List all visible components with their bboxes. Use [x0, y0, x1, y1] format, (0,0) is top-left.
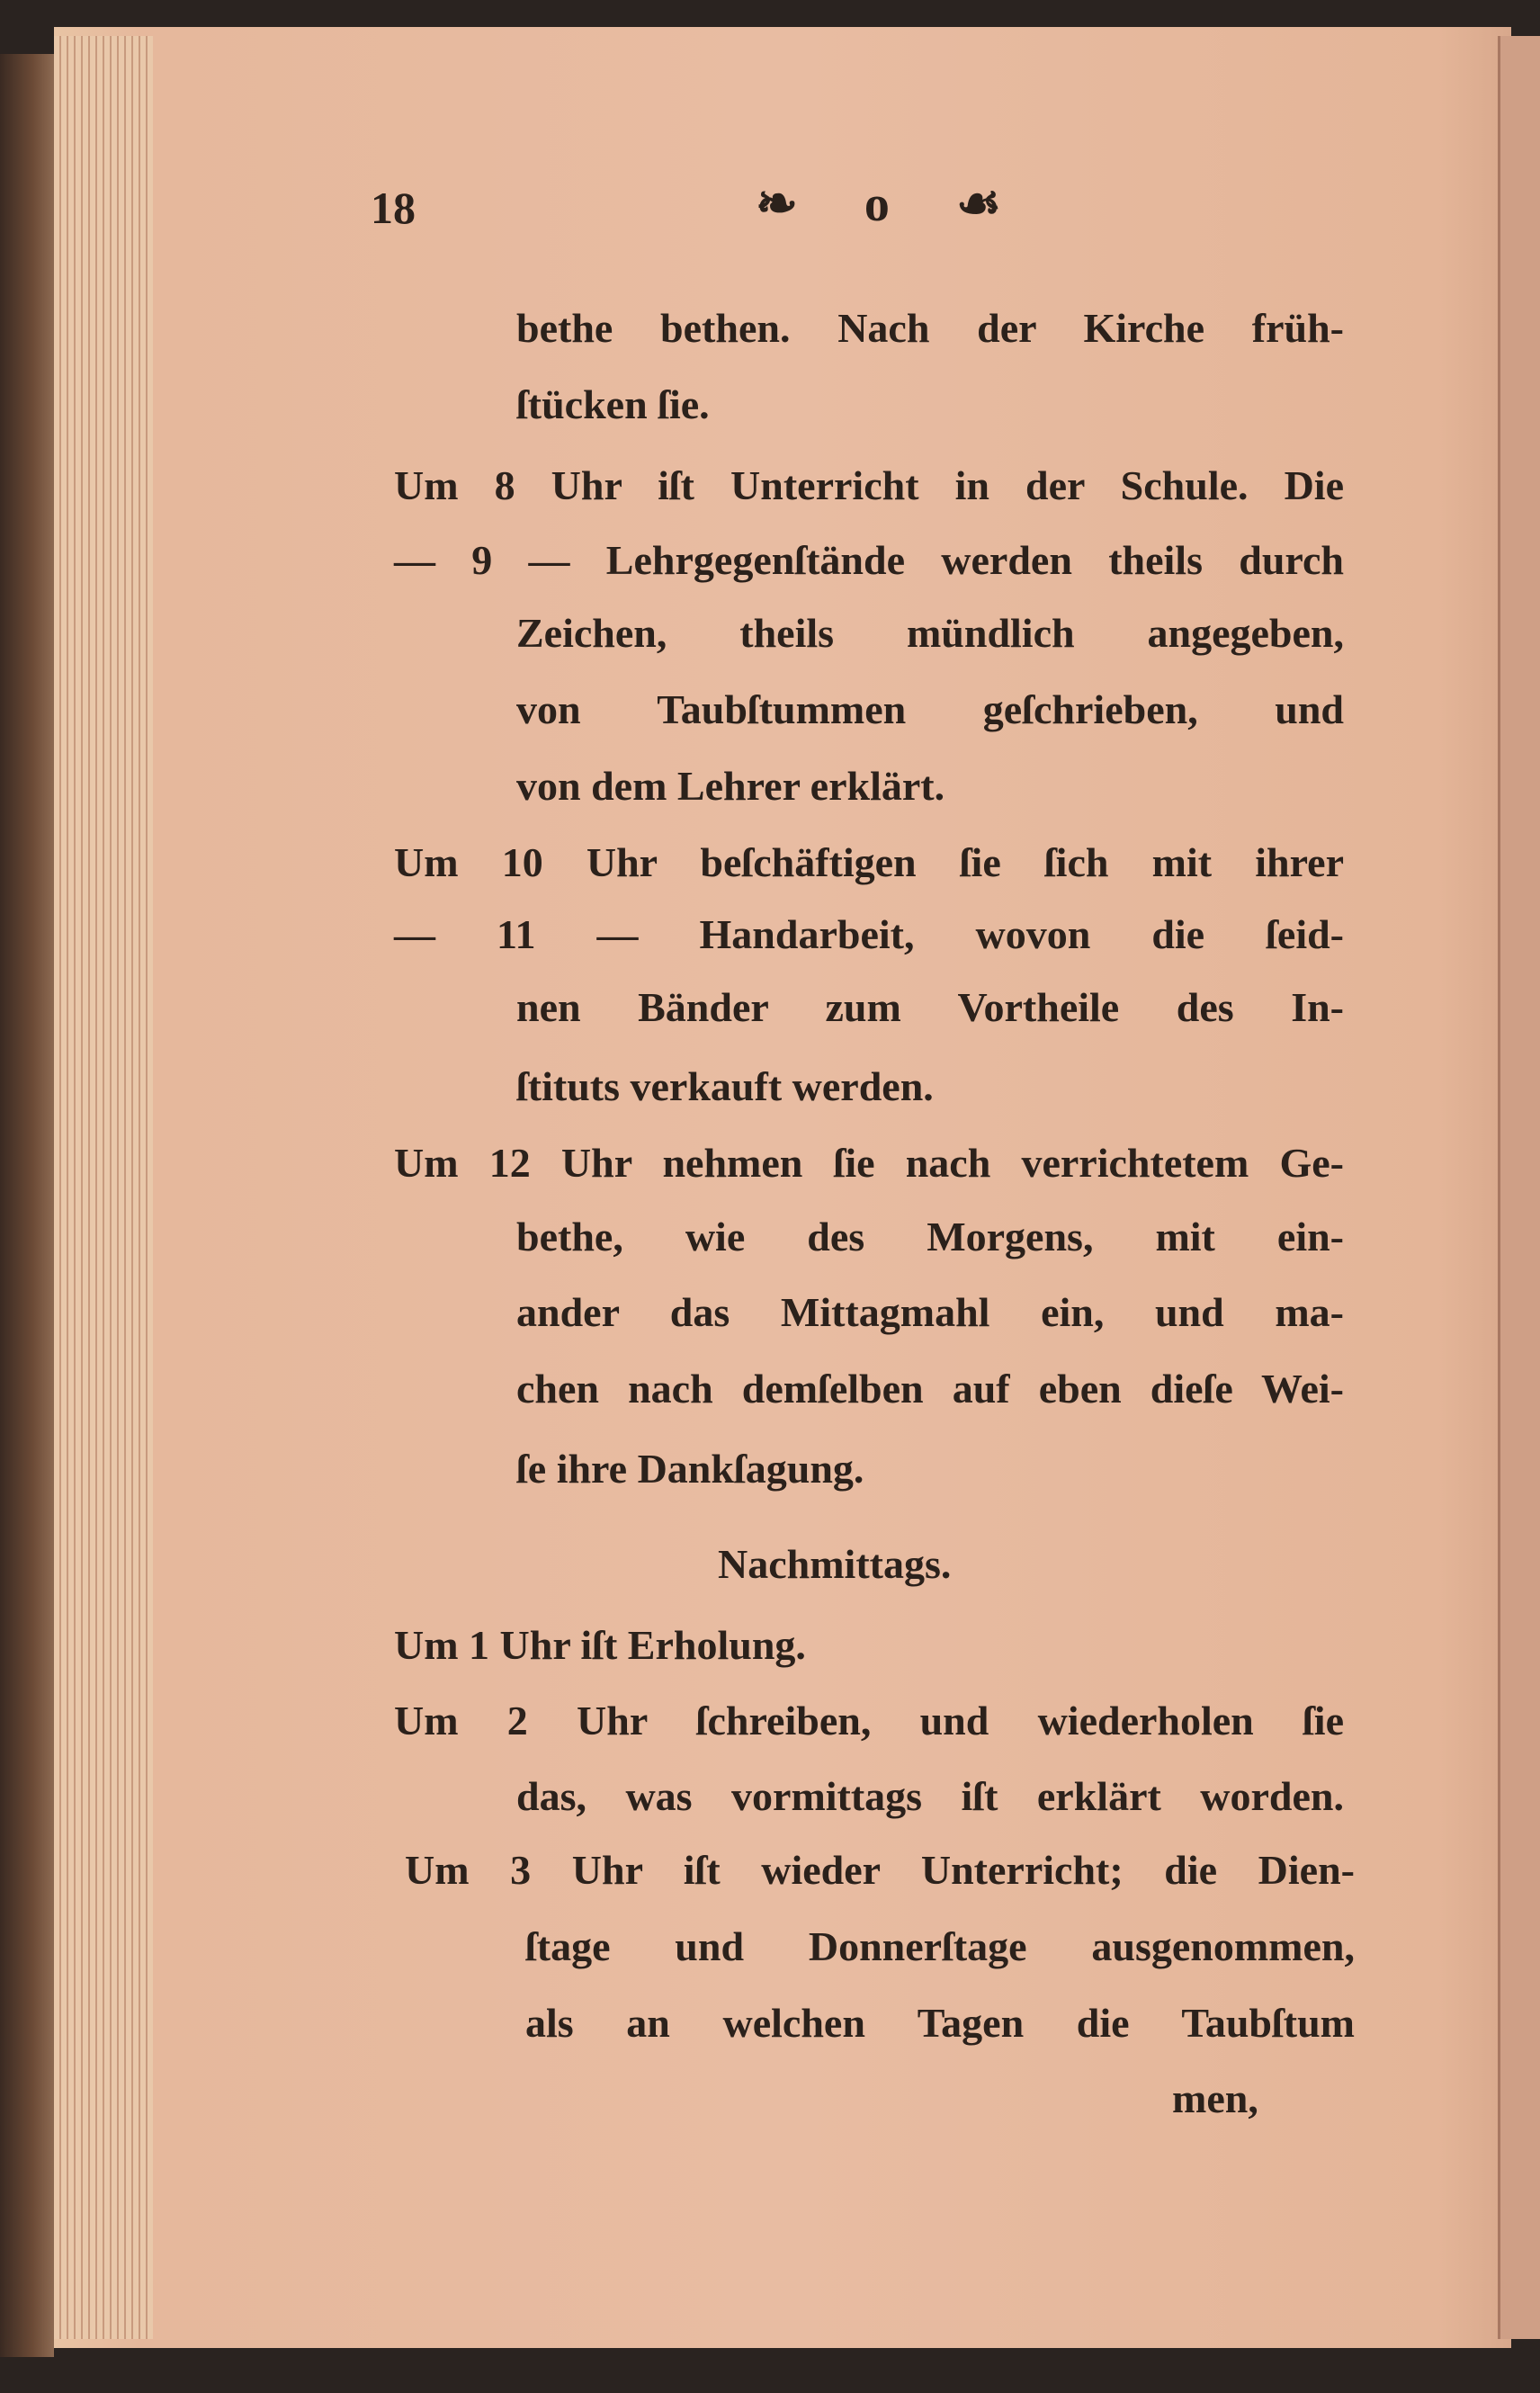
text-line: Um 10 Uhr beſchäftigen ſie ſich mit ihrer: [394, 839, 1344, 885]
text-line: Um 12 Uhr nehmen ſie nach verrichtetem Ge-: [394, 1140, 1344, 1186]
section-heading: Nachmittags.: [718, 1541, 952, 1587]
text-line: bethe, wie des Morgens, mit ein-: [516, 1214, 1344, 1259]
page-edges: [54, 36, 153, 2339]
text-line: — 9 — Lehrgegenſtände werden theils durch: [394, 537, 1344, 583]
book-spine: [0, 54, 54, 2357]
next-page-edge: [1498, 36, 1540, 2339]
text-line: Um 3 Uhr iſt wieder Unterricht; die Dien-: [405, 1847, 1355, 1893]
catchword: men,: [1172, 2075, 1258, 2121]
text-line: ſtücken ſie.: [516, 381, 710, 427]
text-line: chen nach demſelben auf eben dieſe Wei-: [516, 1366, 1344, 1412]
text-line: Um 8 Uhr iſt Unterricht in der Schule. Die: [394, 462, 1344, 508]
text-line: Um 1 Uhr iſt Erholung.: [394, 1622, 806, 1668]
text-line: bethe bethen. Nach der Kirche früh-: [516, 305, 1344, 351]
text-line: Um 2 Uhr ſchreiben, und wiederholen ſie: [394, 1698, 1344, 1743]
text-line: ſtage und Donnerſtage ausgenommen,: [525, 1923, 1355, 1969]
text-line: von Taubſtummen geſchrieben, und: [516, 686, 1344, 732]
text-line: Zeichen, theils mündlich angegeben,: [516, 610, 1344, 656]
text-line: ſe ihre Dankſagung.: [516, 1446, 864, 1492]
text-line: nen Bänder zum Vortheile des In-: [516, 984, 1344, 1030]
text-line: von dem Lehrer erklärt.: [516, 763, 945, 809]
header-ornament: ❧ o ☙: [756, 176, 1029, 232]
text-line: als an welchen Tagen die Taubſtum: [525, 2000, 1355, 2046]
page-number: 18: [371, 183, 416, 233]
text-line: ander das Mittagmahl ein, und ma-: [516, 1289, 1344, 1335]
text-line: — 11 — Handarbeit, wovon die ſeid-: [394, 911, 1344, 957]
text-line: das, was vormittags iſt erklärt worden.: [516, 1773, 1344, 1819]
text-line: ſtituts verkauft werden.: [516, 1063, 934, 1109]
